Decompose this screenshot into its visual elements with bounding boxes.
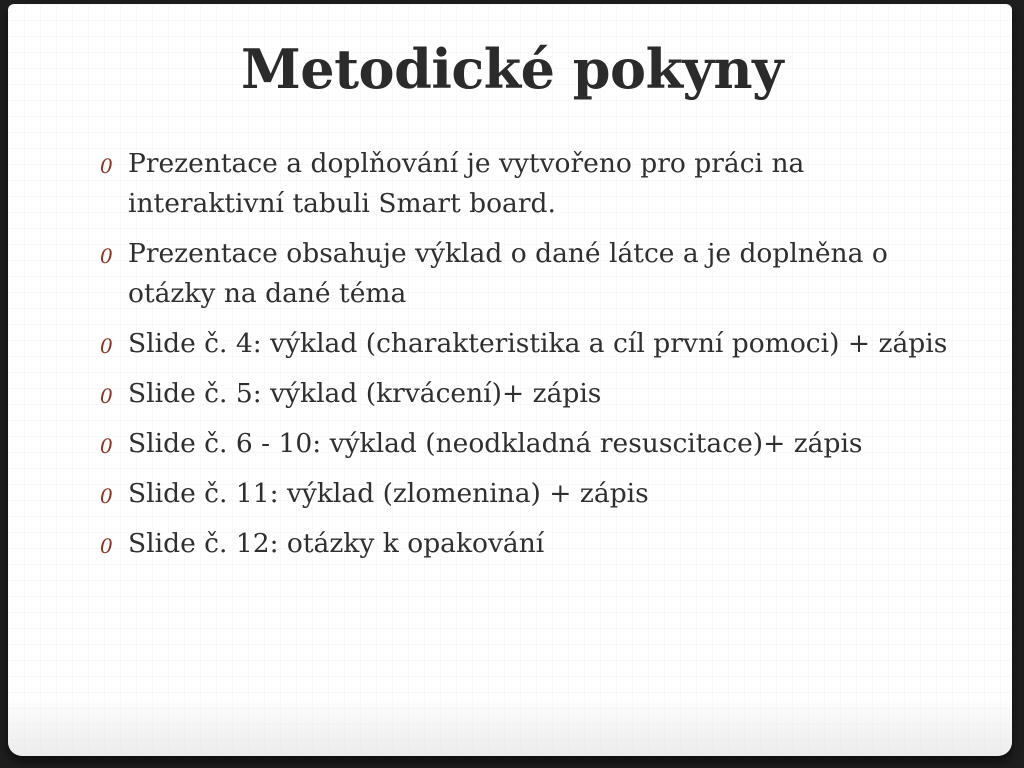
bullet-marker-icon: 0 [100, 484, 113, 508]
bullet-text: Slide č. 11: výklad (zlomenina) + zápis [128, 478, 649, 509]
bullet-item [100, 474, 960, 514]
bullet-text: Prezentace a doplňování je vytvořeno pro práci na interaktivní tabuli Smart board. [128, 148, 805, 219]
bullet-item [100, 374, 960, 414]
bullet-text: Slide č. 4: výklad (charakteristika a cíl první pomoci) + zápis [128, 328, 948, 359]
bullet-marker-icon: 0 [100, 534, 113, 558]
bullet-marker-icon: 0 [100, 334, 113, 358]
bullet-marker-icon: 0 [100, 384, 113, 408]
bullet-item [100, 524, 960, 564]
bullet-text: Slide č. 5: výklad (krvácení)+ zápis [128, 378, 602, 409]
slide-title: Metodické pokyny [240, 37, 784, 101]
bullet-list [100, 144, 960, 574]
bullet-marker-icon: 0 [100, 244, 113, 268]
bullet-item [100, 424, 960, 464]
bullet-item [100, 324, 960, 364]
bullet-text: Slide č. 6 - 10: výklad (neodkladná resuscitace)+ zápis [128, 428, 863, 459]
paper-shadow [8, 696, 1012, 756]
bullet-text: Slide č. 12: otázky k opakování [128, 528, 545, 559]
bullet-item [100, 144, 960, 224]
bullet-item [100, 234, 960, 314]
bullet-marker-icon: 0 [100, 154, 113, 178]
bullet-marker-icon: 0 [100, 434, 113, 458]
bullet-text: Prezentace obsahuje výklad o dané látce a je doplněna o otázky na dané téma [128, 238, 888, 309]
